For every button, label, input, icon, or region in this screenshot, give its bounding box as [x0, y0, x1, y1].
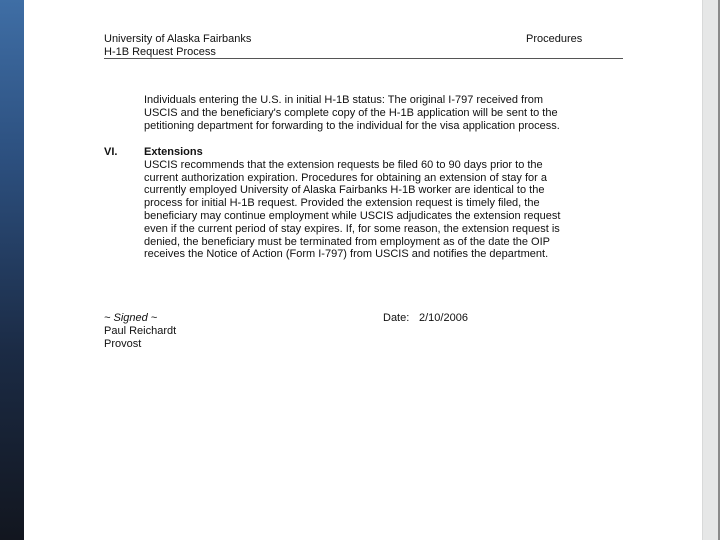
left-background-strip	[0, 0, 24, 540]
header-subtitle: H-1B Request Process	[104, 46, 216, 58]
date-value: 2/10/2006	[419, 312, 468, 324]
section-line: even if the current period of stay expires. If, for some reason, the extension request is	[144, 222, 560, 235]
extensions-section	[144, 146, 560, 261]
section-line: receives the Notice of Action (Form I-797) from USCIS and notifies the department.	[144, 248, 549, 261]
section-line: beneficiary may continue employment while USCIS adjudicates the extension request	[144, 209, 561, 222]
section-line: process for initial H-1B request. Provided the extension request is timely filed, the	[144, 197, 540, 210]
section-line: currently employed University of Alaska Fairbanks H-1B worker are identical to the	[144, 184, 545, 197]
signer-name: Paul Reichardt	[104, 325, 177, 337]
signed-mark: ~ Signed ~	[104, 312, 158, 324]
vertical-scrollbar[interactable]	[702, 0, 719, 540]
header-org: University of Alaska Fairbanks	[104, 33, 252, 45]
section-number: VI.	[104, 146, 118, 158]
section-title: Extensions	[144, 146, 203, 158]
section-line: current authorization expiration. Procedures for obtaining an extension of stay for a	[144, 171, 547, 184]
header-divider	[104, 58, 623, 59]
date-label: Date:	[383, 312, 410, 324]
section-line: USCIS recommends that the extension requests be filed 60 to 90 days prior to the	[144, 158, 543, 171]
intro-line: USCIS and the beneficiary's complete copy of the H-1B application will be sent to the	[144, 106, 558, 119]
signer-title: Provost	[104, 338, 142, 350]
header-section: Procedures	[526, 33, 583, 45]
intro-paragraph	[144, 94, 560, 132]
intro-line: Individuals entering the U.S. in initial H-1B status: The original I-797 received from	[144, 94, 544, 106]
intro-line: petitioning department for forwarding to the individual for the visa application process.	[144, 119, 560, 132]
section-line: denied, the beneficiary must be terminated from employment as of the date the OIP	[144, 235, 550, 248]
